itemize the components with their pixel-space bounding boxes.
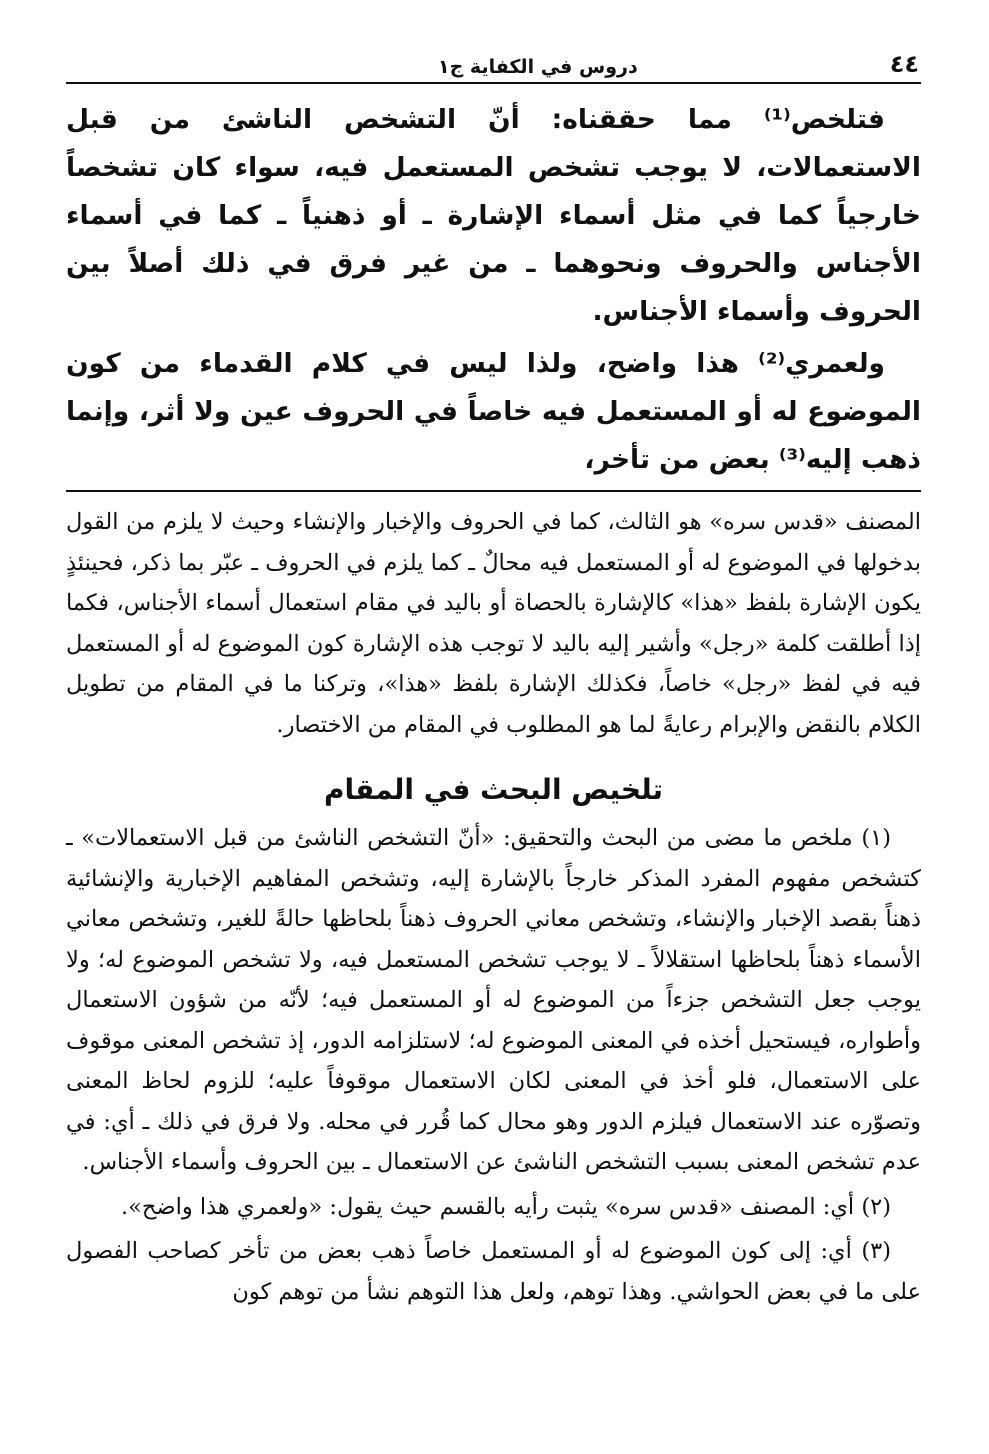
main-text <box>66 96 921 484</box>
footnote-2: (٢) أي: المصنف «قدس سره» يثبت رأيه بالقسم حيث يقول: «ولعمري هذا واضح». <box>121 1193 891 1220</box>
book-page <box>66 40 921 1316</box>
footnotes <box>66 818 921 1312</box>
commentary-paragraph: المصنف «قدس سره» هو الثالث، كما في الحروف والإخبار والإنشاء وحيث لا يلزم من القول بدخولها في الموضوع له أو المستعمل فيه محالٌ ـ كما يلزم في الحروف ـ عبّر بما ذكر، فحينئذٍ يكون الإشارة بلفظ «هذا» كالإشارة بالحصاة أو باليد في مقام استعمال أسماء الأجناس، فكما إذا أطلقت كلمة «رجل» وأشير إليه باليد لا توجب هذه الإشارة كون الموضوع له أو المستعمل فيه في لفظ «رجل» خاصاً، فكذلك الإشارة بلفظ «هذا»، وتركنا ما في المقام من تطويل الكلام بالنقض والإبرام رعايةً لما هو المطلوب في المقام من الاختصار. <box>66 509 921 738</box>
commentary-block <box>66 502 921 745</box>
footnote-1: (١) ملخص ما مضى من البحث والتحقيق: «أنّ التشخص الناشئ من قبل الاستعمالات» ـ كتشخص مفهوم المفرد المذكر خارجاً بالإشارة إليه، وتشخص المفاهيم الإخبارية والإنشائية ذهناً بقصد الإخبار والإنشاء، وتشخص معاني الحروف ذهناً بلحاظها حالةً للغير، وتشخص معاني الأسماء ذهناً بلحاظها استقلالاً ـ لا يوجب تشخص المستعمل فيه، ولا تشخص الموضوع له؛ ولا يوجب جعل التشخص جزءاً من الموضوع له أو المستعمل فيه؛ لأنّه من شؤون الاستعمال وأطواره، فيستحيل أخذه في المعنى الموضوع له؛ لاستلزامه الدور، إذ تشخص المعنى موقوف على الاستعمال، فلو أخذ في المعنى لكان الاستعمال موقوفاً عليه؛ للزوم لحاظ المعنى وتصوّره عند الاستعمال فيلزم الدور وهو محال كما قُرر في محله. ولا فرق في ذلك ـ أي: في عدم تشخص المعنى بسبب التشخص الناشئ عن الاستعمال ـ بين الحروف وأسماء الأجناس. <box>66 825 921 1175</box>
main-paragraph: فتلخص⁽¹⁾ مما حققناه: أنّ التشخص الناشئ من قبل الاستعمالات، لا يوجب تشخص المستعمل فيه، سواء كان تشخصاً خارجياً كما في مثل أسماء الإشارة ـ أو ذهنياً ـ كما في أسماء الأجناس والحروف ونحوهما ـ من غير فرق في ذلك أصلاً بين الحروف وأسماء الأجناس. <box>66 104 921 327</box>
footnote-separator <box>66 490 921 492</box>
section-heading: تلخيص البحث في المقام <box>323 773 664 806</box>
footnote-3: (٣) أي: إلى كون الموضوع له أو المستعمل خاصاً ذهب بعض من تأخر كصاحب الفصول على ما في بعض الحواشي. وهذا توهم، ولعل هذا التوهم نشأ من توهم كون <box>66 1238 921 1305</box>
page-number: ٤٤ <box>889 50 919 78</box>
running-header <box>66 40 921 84</box>
main-paragraph: ولعمري⁽²⁾ هذا واضح، ولذا ليس في كلام القدماء من كون الموضوع له أو المستعمل فيه خاصاً في الحروف عين ولا أثر، وإنما ذهب إليه⁽³⁾ بعض من تأخر، <box>66 348 921 475</box>
running-title: دروس في الكفاية ج١ <box>438 56 638 78</box>
